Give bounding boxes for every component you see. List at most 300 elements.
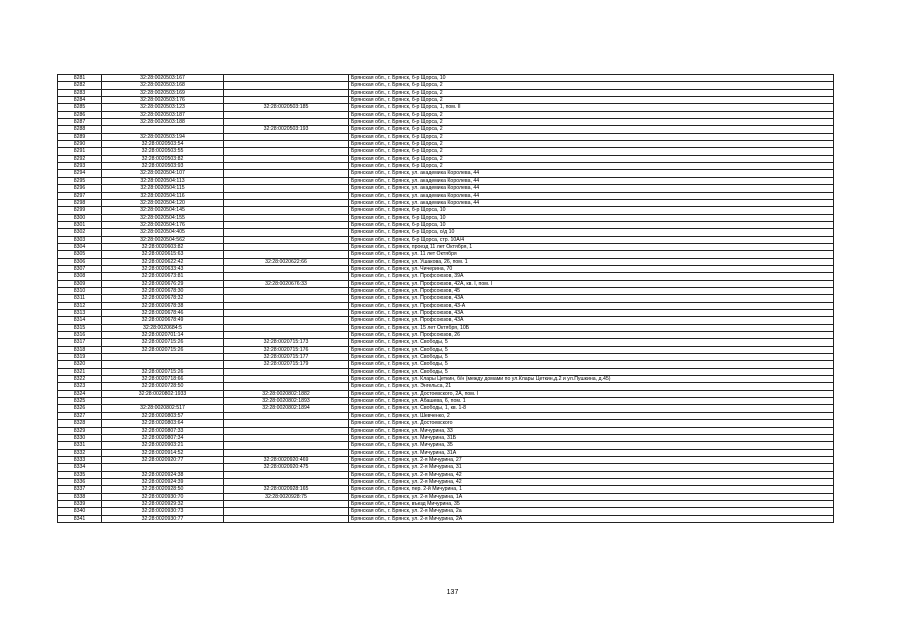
row-number-cell: 8289 <box>58 133 102 140</box>
address-cell: Брянская обл., г. Брянск, б-р Щорса, 2 <box>349 89 834 96</box>
table-row <box>58 170 834 177</box>
row-number-cell: 8313 <box>58 310 102 317</box>
table-row <box>58 310 834 317</box>
table-row <box>58 207 834 214</box>
address-cell: Брянская обл., г. Брянск, ул. Ушакова, 26, пом. 1 <box>349 258 834 265</box>
related-cadastral-number-cell <box>224 199 349 206</box>
cadastral-number-cell: 32:28:0020678:30 <box>102 287 224 294</box>
related-cadastral-number-cell: 32:28:0020715:179 <box>224 361 349 368</box>
row-number-cell: 8310 <box>58 287 102 294</box>
address-cell: Брянская обл., г. Брянск, б-р Щорса, 2 <box>349 141 834 148</box>
related-cadastral-number-cell <box>224 89 349 96</box>
address-cell: Брянская обл., г. Брянск, ул. Профсоюзов, 43А <box>349 310 834 317</box>
address-cell: Брянская обл., г. Брянск, ул. академика Королева, 44 <box>349 199 834 206</box>
cadastral-number-cell: 32:28:0020504:176 <box>102 221 224 228</box>
related-cadastral-number-cell <box>224 111 349 118</box>
address-cell: Брянская обл., г. Брянск, ул. Свободы, 5 <box>349 339 834 346</box>
table-row <box>58 302 834 309</box>
table-row <box>58 199 834 206</box>
related-cadastral-number-cell <box>224 97 349 104</box>
table-row <box>58 508 834 515</box>
related-cadastral-number-cell <box>224 251 349 258</box>
row-number-cell: 8292 <box>58 155 102 162</box>
related-cadastral-number-cell <box>224 192 349 199</box>
address-cell: Брянская обл., г. Брянск, ул. 2-я Мичурина, 27 <box>349 456 834 463</box>
table-row <box>58 471 834 478</box>
address-cell: Брянская обл., г. Брянск, б-р Щорса, 2 <box>349 155 834 162</box>
table-row <box>58 221 834 228</box>
address-cell: Брянская обл., г. Брянск, ул. Мичурина, 33 <box>349 427 834 434</box>
table-row <box>58 434 834 441</box>
row-number-cell: 8295 <box>58 177 102 184</box>
address-cell: Брянская обл., г. Брянск, ул. Профсоюзов, 26 <box>349 332 834 339</box>
related-cadastral-number-cell <box>224 478 349 485</box>
cadastral-number-cell <box>102 354 224 361</box>
row-number-cell: 8291 <box>58 148 102 155</box>
row-number-cell: 8321 <box>58 368 102 375</box>
address-cell: Брянская обл., г. Брянск, б-р Щорса, 2 <box>349 97 834 104</box>
row-number-cell: 8301 <box>58 221 102 228</box>
address-cell: Брянская обл., г. Брянск, ул. Свободы, 5 <box>349 361 834 368</box>
table-row <box>58 111 834 118</box>
cadastral-number-cell: 32:28:0020503:54 <box>102 141 224 148</box>
register-body <box>58 75 834 523</box>
cadastral-number-cell: 32:28:0020678:38 <box>102 302 224 309</box>
cadastral-number-cell: 32:28:0020920:77 <box>102 456 224 463</box>
row-number-cell: 8328 <box>58 420 102 427</box>
address-cell: Брянская обл., г. Брянск, б-р Щорса, 10 <box>349 214 834 221</box>
address-cell: Брянская обл., г. Брянск, б-р Щорса, 2 <box>349 148 834 155</box>
cadastral-number-cell: 32:28:0020504:115 <box>102 185 224 192</box>
cadastral-number-cell: 32:28:0020802:517 <box>102 405 224 412</box>
address-cell: Брянская обл., г. Брянск, ул. 2-я Мичурина, 31 <box>349 464 834 471</box>
row-number-cell: 8294 <box>58 170 102 177</box>
address-cell: Брянская обл., г. Брянск, б-р Щорса, стр. 10А/4 <box>349 236 834 243</box>
related-cadastral-number-cell <box>224 163 349 170</box>
address-cell: Брянская обл., г. Брянск, ул. Мичурина, 35 <box>349 442 834 449</box>
row-number-cell: 8331 <box>58 442 102 449</box>
related-cadastral-number-cell <box>224 449 349 456</box>
related-cadastral-number-cell <box>224 82 349 89</box>
address-cell: Брянская обл., г. Брянск, ул. Профсоюзов, 43А <box>349 295 834 302</box>
address-cell: Брянская обл., г. Брянск, ул. Профсоюзов, 39А <box>349 273 834 280</box>
cadastral-number-cell: 32:28:0020684:5 <box>102 324 224 331</box>
cadastral-number-cell: 32:28:0020807:33 <box>102 427 224 434</box>
table-row <box>58 214 834 221</box>
row-number-cell: 8340 <box>58 508 102 515</box>
cadastral-number-cell: 32:28:0020503:169 <box>102 89 224 96</box>
related-cadastral-number-cell: 32:28:0020802:1894 <box>224 405 349 412</box>
row-number-cell: 8341 <box>58 515 102 522</box>
related-cadastral-number-cell <box>224 141 349 148</box>
table-row <box>58 442 834 449</box>
address-cell: Брянская обл., г. Брянск, ул. академика Королева, 44 <box>349 185 834 192</box>
cadastral-number-cell: 32:28:0020504:145 <box>102 207 224 214</box>
address-cell: Брянская обл., г. Брянск, ул. 2-я Мичурина, 2А <box>349 515 834 522</box>
row-number-cell: 8302 <box>58 229 102 236</box>
cadastral-number-cell: 32:28:0020503:176 <box>102 97 224 104</box>
table-row <box>58 500 834 507</box>
cadastral-number-cell: 32:28:0020930:73 <box>102 508 224 515</box>
cadastral-number-cell <box>102 361 224 368</box>
cadastral-number-cell: 32:28:0020503:167 <box>102 75 224 82</box>
address-cell: Брянская обл., г. Брянск, б-р Щорса, 2 <box>349 126 834 133</box>
address-cell: Брянская обл., г. Брянск, б-р Щорса, 10 <box>349 207 834 214</box>
table-row <box>58 493 834 500</box>
row-number-cell: 8287 <box>58 119 102 126</box>
table-row <box>58 332 834 339</box>
cadastral-number-cell: 32:28:0020803:64 <box>102 420 224 427</box>
table-row <box>58 368 834 375</box>
table-row <box>58 273 834 280</box>
table-row <box>58 464 834 471</box>
address-cell: Брянская обл., г. Брянск, ул. Достоевского <box>349 420 834 427</box>
row-number-cell: 8339 <box>58 500 102 507</box>
related-cadastral-number-cell: 32:28:0020676:33 <box>224 280 349 287</box>
row-number-cell: 8304 <box>58 243 102 250</box>
table-row <box>58 155 834 162</box>
address-cell: Брянская обл., г. Брянск, ул. Свободы, 1, кв. 1-8 <box>349 405 834 412</box>
related-cadastral-number-cell: 32:28:0020920:475 <box>224 464 349 471</box>
related-cadastral-number-cell <box>224 434 349 441</box>
cadastral-number-cell: 32:28:0020802:1933 <box>102 390 224 397</box>
related-cadastral-number-cell <box>224 368 349 375</box>
table-row <box>58 185 834 192</box>
cadastral-number-cell: 32:28:0020504:155 <box>102 214 224 221</box>
row-number-cell: 8333 <box>58 456 102 463</box>
related-cadastral-number-cell <box>224 185 349 192</box>
row-number-cell: 8305 <box>58 251 102 258</box>
table-row <box>58 280 834 287</box>
related-cadastral-number-cell <box>224 119 349 126</box>
related-cadastral-number-cell <box>224 177 349 184</box>
table-row <box>58 236 834 243</box>
table-row <box>58 405 834 412</box>
cadastral-number-cell: 32:28:0020807:34 <box>102 434 224 441</box>
related-cadastral-number-cell <box>224 243 349 250</box>
table-row <box>58 317 834 324</box>
related-cadastral-number-cell <box>224 229 349 236</box>
related-cadastral-number-cell <box>224 515 349 522</box>
related-cadastral-number-cell <box>224 427 349 434</box>
cadastral-number-cell: 32:28:0020715:26 <box>102 346 224 353</box>
row-number-cell: 8286 <box>58 111 102 118</box>
cadastral-number-cell: 32:28:0020903:21 <box>102 442 224 449</box>
table-row <box>58 126 834 133</box>
related-cadastral-number-cell: 32:28:0020503:185 <box>224 104 349 111</box>
related-cadastral-number-cell: 32:28:0020715:176 <box>224 346 349 353</box>
cadastral-number-cell: 32:28:0020504:120 <box>102 199 224 206</box>
table-row <box>58 287 834 294</box>
row-number-cell: 8336 <box>58 478 102 485</box>
related-cadastral-number-cell: 32:28:0020715:173 <box>224 339 349 346</box>
related-cadastral-number-cell: 32:28:0020928:75 <box>224 493 349 500</box>
related-cadastral-number-cell <box>224 383 349 390</box>
related-cadastral-number-cell <box>224 310 349 317</box>
row-number-cell: 8311 <box>58 295 102 302</box>
related-cadastral-number-cell: 32:28:0020715:177 <box>224 354 349 361</box>
cadastral-number-cell: 32:28:0020504:562 <box>102 236 224 243</box>
address-cell: Брянская обл., г. Брянск, ул. Профсоюзов, 42А, кв. I, пом. I <box>349 280 834 287</box>
address-cell: Брянская обл., г. Брянск, ул. Мичурина, 31Б <box>349 434 834 441</box>
row-number-cell: 8309 <box>58 280 102 287</box>
table-row <box>58 251 834 258</box>
address-cell: Брянская обл., г. Брянск, ул. 2-я Мичурина, 1А <box>349 493 834 500</box>
cadastral-number-cell <box>102 398 224 405</box>
related-cadastral-number-cell: 32:28:0020503:193 <box>224 126 349 133</box>
row-number-cell: 8293 <box>58 163 102 170</box>
table-row <box>58 89 834 96</box>
related-cadastral-number-cell <box>224 207 349 214</box>
row-number-cell: 8314 <box>58 317 102 324</box>
table-row <box>58 383 834 390</box>
address-cell: Брянская обл., г. Брянск, ул. 2-я Мичурина, 2а <box>349 508 834 515</box>
address-cell: Брянская обл., г. Брянск, ул. Абашева, 6, пом. 1 <box>349 398 834 405</box>
related-cadastral-number-cell <box>224 324 349 331</box>
related-cadastral-number-cell <box>224 273 349 280</box>
row-number-cell: 8318 <box>58 346 102 353</box>
row-number-cell: 8332 <box>58 449 102 456</box>
address-cell: Брянская обл., г. Брянск, б-р Щорса, 2 <box>349 163 834 170</box>
related-cadastral-number-cell <box>224 332 349 339</box>
address-cell: Брянская обл., г. Брянск, ул. Чичерина, 70 <box>349 265 834 272</box>
row-number-cell: 8298 <box>58 199 102 206</box>
table-row <box>58 376 834 383</box>
table-row <box>58 104 834 111</box>
row-number-cell: 8323 <box>58 383 102 390</box>
row-number-cell: 8322 <box>58 376 102 383</box>
address-cell: Брянская обл., г. Брянск, въезд Мичурина, 35 <box>349 500 834 507</box>
related-cadastral-number-cell <box>224 236 349 243</box>
cadastral-number-cell: 32:28:0020924:39 <box>102 478 224 485</box>
cadastral-number-cell: 32:28:0020673:81 <box>102 273 224 280</box>
cadastral-number-cell: 32:28:0020930:70 <box>102 493 224 500</box>
cadastral-number-cell: 32:28:0020633:43 <box>102 265 224 272</box>
row-number-cell: 8299 <box>58 207 102 214</box>
table-row <box>58 515 834 522</box>
related-cadastral-number-cell <box>224 376 349 383</box>
address-cell: Брянская обл., г. Брянск, ул. 15 лет Октября, 10Б <box>349 324 834 331</box>
related-cadastral-number-cell: 32:28:0020928:165 <box>224 486 349 493</box>
row-number-cell: 8335 <box>58 471 102 478</box>
property-register-table <box>57 74 834 523</box>
address-cell: Брянская обл., г. Брянск, ул. Свободы, 5 <box>349 368 834 375</box>
address-cell: Брянская обл., г. Брянск, б-р Щорса, 2 <box>349 119 834 126</box>
page-number: 137 <box>446 589 459 596</box>
related-cadastral-number-cell <box>224 265 349 272</box>
row-number-cell: 8281 <box>58 75 102 82</box>
address-cell: Брянская обл., г. Брянск, б-р Щорса, 10 <box>349 221 834 228</box>
related-cadastral-number-cell <box>224 155 349 162</box>
row-number-cell: 8337 <box>58 486 102 493</box>
address-cell: Брянская обл., г. Брянск, б-р Щорса, 2 <box>349 82 834 89</box>
table-row <box>58 177 834 184</box>
table-row <box>58 133 834 140</box>
address-cell: Брянская обл., г. Брянск, б-р Щорса, 2 <box>349 133 834 140</box>
cadastral-number-cell: 32:28:0020622:42 <box>102 258 224 265</box>
cadastral-number-cell: 32:28:0020504:107 <box>102 170 224 177</box>
related-cadastral-number-cell <box>224 221 349 228</box>
cadastral-number-cell <box>102 126 224 133</box>
cadastral-number-cell: 32:28:0020676:29 <box>102 280 224 287</box>
address-cell: Брянская обл., г. Брянск, ул. 2-я Мичурина, 42 <box>349 478 834 485</box>
cadastral-number-cell: 32:28:0020701:14 <box>102 332 224 339</box>
row-number-cell: 8325 <box>58 398 102 405</box>
table-row <box>58 295 834 302</box>
related-cadastral-number-cell <box>224 295 349 302</box>
cadastral-number-cell: 32:28:0020504:405 <box>102 229 224 236</box>
related-cadastral-number-cell <box>224 471 349 478</box>
cadastral-number-cell: 32:28:0020728:50 <box>102 383 224 390</box>
cadastral-number-cell: 32:28:0020718:66 <box>102 376 224 383</box>
row-number-cell: 8319 <box>58 354 102 361</box>
row-number-cell: 8312 <box>58 302 102 309</box>
row-number-cell: 8306 <box>58 258 102 265</box>
table-row <box>58 354 834 361</box>
row-number-cell: 8308 <box>58 273 102 280</box>
address-cell: Брянская обл., г. Брянск, ул. Свободы, 5 <box>349 346 834 353</box>
cadastral-number-cell: 32:28:0020914:52 <box>102 449 224 456</box>
row-number-cell: 8282 <box>58 82 102 89</box>
cadastral-number-cell: 32:28:0020615:63 <box>102 251 224 258</box>
row-number-cell: 8329 <box>58 427 102 434</box>
related-cadastral-number-cell <box>224 508 349 515</box>
address-cell: Брянская обл., г. Брянск, пер. 2-й Мичурина, 1 <box>349 486 834 493</box>
address-cell: Брянская обл., г. Брянск, ул. Профсоюзов, 43-А <box>349 302 834 309</box>
address-cell: Брянская обл., г. Брянск, ул. Шевченко, 2 <box>349 412 834 419</box>
cadastral-number-cell: 32:28:0020924:38 <box>102 471 224 478</box>
cadastral-number-cell: 32:28:0020503:187 <box>102 111 224 118</box>
table-row <box>58 398 834 405</box>
table-row <box>58 427 834 434</box>
cadastral-number-cell: 32:28:0020503:168 <box>102 82 224 89</box>
table-row <box>58 97 834 104</box>
row-number-cell: 8316 <box>58 332 102 339</box>
cadastral-number-cell <box>102 464 224 471</box>
related-cadastral-number-cell <box>224 133 349 140</box>
cadastral-number-cell: 32:28:0020930:77 <box>102 515 224 522</box>
cadastral-number-cell: 32:28:0020929:32 <box>102 500 224 507</box>
row-number-cell: 8296 <box>58 185 102 192</box>
related-cadastral-number-cell <box>224 75 349 82</box>
table-row <box>58 75 834 82</box>
table-row <box>58 486 834 493</box>
cadastral-number-cell: 32:28:0020503:194 <box>102 133 224 140</box>
row-number-cell: 8317 <box>58 339 102 346</box>
cadastral-number-cell: 32:28:0020503:93 <box>102 163 224 170</box>
cadastral-number-cell: 32:28:0020503:188 <box>102 119 224 126</box>
address-cell: Брянская обл., г. Брянск, ул. академика Королева, 44 <box>349 177 834 184</box>
row-number-cell: 8320 <box>58 361 102 368</box>
cadastral-number-cell: 32:28:0020504:116 <box>102 192 224 199</box>
table-row <box>58 163 834 170</box>
table-row <box>58 258 834 265</box>
row-number-cell: 8288 <box>58 126 102 133</box>
cadastral-number-cell: 32:28:0020715:26 <box>102 339 224 346</box>
row-number-cell: 8297 <box>58 192 102 199</box>
table-row <box>58 390 834 397</box>
cadastral-number-cell: 32:28:0020928:50 <box>102 486 224 493</box>
address-cell: Брянская обл., г. Брянск, б-р Щорса, 2 <box>349 111 834 118</box>
row-number-cell: 8334 <box>58 464 102 471</box>
row-number-cell: 8315 <box>58 324 102 331</box>
table-row <box>58 478 834 485</box>
address-cell: Брянская обл., г. Брянск, ул. Достоевского, 2А, пом. I <box>349 390 834 397</box>
related-cadastral-number-cell <box>224 287 349 294</box>
related-cadastral-number-cell: 32:28:0020920:469 <box>224 456 349 463</box>
table-row <box>58 265 834 272</box>
table-row <box>58 82 834 89</box>
related-cadastral-number-cell <box>224 214 349 221</box>
table-row <box>58 361 834 368</box>
row-number-cell: 8290 <box>58 141 102 148</box>
table-row <box>58 449 834 456</box>
cadastral-number-cell: 32:28:0020715:26 <box>102 368 224 375</box>
table-row <box>58 324 834 331</box>
cadastral-number-cell: 32:28:0020503:55 <box>102 148 224 155</box>
table-row <box>58 456 834 463</box>
cadastral-number-cell: 32:28:0020503:123 <box>102 104 224 111</box>
address-cell: Брянская обл., г. Брянск, ул. 2-я Мичурина, 42 <box>349 471 834 478</box>
row-number-cell: 8338 <box>58 493 102 500</box>
table-row <box>58 141 834 148</box>
row-number-cell: 8303 <box>58 236 102 243</box>
address-cell: Брянская обл., г. Брянск, б-р Щорса, 10 <box>349 75 834 82</box>
row-number-cell: 8324 <box>58 390 102 397</box>
cadastral-number-cell: 32:28:0020504:113 <box>102 177 224 184</box>
address-cell: Брянская обл., г. Брянск, ул. Мичурина, 31А <box>349 449 834 456</box>
table-row <box>58 346 834 353</box>
table-row <box>58 412 834 419</box>
table-row <box>58 148 834 155</box>
address-cell: Брянская обл., г. Брянск, б-р Щорса, о/д 10 <box>349 229 834 236</box>
address-cell: Брянская обл., г. Брянск, ул. Свободы, 5 <box>349 354 834 361</box>
cadastral-number-cell: 32:28:0020503:82 <box>102 155 224 162</box>
related-cadastral-number-cell <box>224 170 349 177</box>
address-cell: Брянская обл., г. Брянск, ул. Энгельса, 21 <box>349 383 834 390</box>
row-number-cell: 8283 <box>58 89 102 96</box>
cadastral-number-cell: 32:28:0020603:82 <box>102 243 224 250</box>
table-row <box>58 229 834 236</box>
table-row <box>58 339 834 346</box>
table-row <box>58 119 834 126</box>
address-cell: Брянская обл., г. Брянск, проезд 11 лет Октября, 1 <box>349 243 834 250</box>
related-cadastral-number-cell <box>224 412 349 419</box>
related-cadastral-number-cell <box>224 302 349 309</box>
row-number-cell: 8284 <box>58 97 102 104</box>
related-cadastral-number-cell <box>224 148 349 155</box>
related-cadastral-number-cell: 32:28:0020802:1882 <box>224 390 349 397</box>
row-number-cell: 8307 <box>58 265 102 272</box>
cadastral-number-cell: 32:28:0020678:32 <box>102 295 224 302</box>
cadastral-number-cell: 32:28:0020678:49 <box>102 317 224 324</box>
address-cell: Брянская обл., г. Брянск, ул. 11 лет Октября <box>349 251 834 258</box>
row-number-cell: 8326 <box>58 405 102 412</box>
related-cadastral-number-cell <box>224 317 349 324</box>
cadastral-number-cell: 32:28:0020803:57 <box>102 412 224 419</box>
row-number-cell: 8300 <box>58 214 102 221</box>
table-row <box>58 192 834 199</box>
row-number-cell: 8327 <box>58 412 102 419</box>
address-cell: Брянская обл., г. Брянск, ул. Клары Цеткин, б/н (между домами по ул.Клары Цеткин,д.2 и ул.Пушкина, д.45) <box>349 376 834 383</box>
row-number-cell: 8330 <box>58 434 102 441</box>
address-cell: Брянская обл., г. Брянск, ул. Профсоюзов, 43А <box>349 317 834 324</box>
address-cell: Брянская обл., г. Брянск, ул. академика Королева, 44 <box>349 170 834 177</box>
related-cadastral-number-cell <box>224 420 349 427</box>
table-row <box>58 420 834 427</box>
address-cell: Брянская обл., г. Брянск, ул. академика Королева, 44 <box>349 192 834 199</box>
address-cell: Брянская обл., г. Брянск, б-р Щорса, 1, пом. II <box>349 104 834 111</box>
